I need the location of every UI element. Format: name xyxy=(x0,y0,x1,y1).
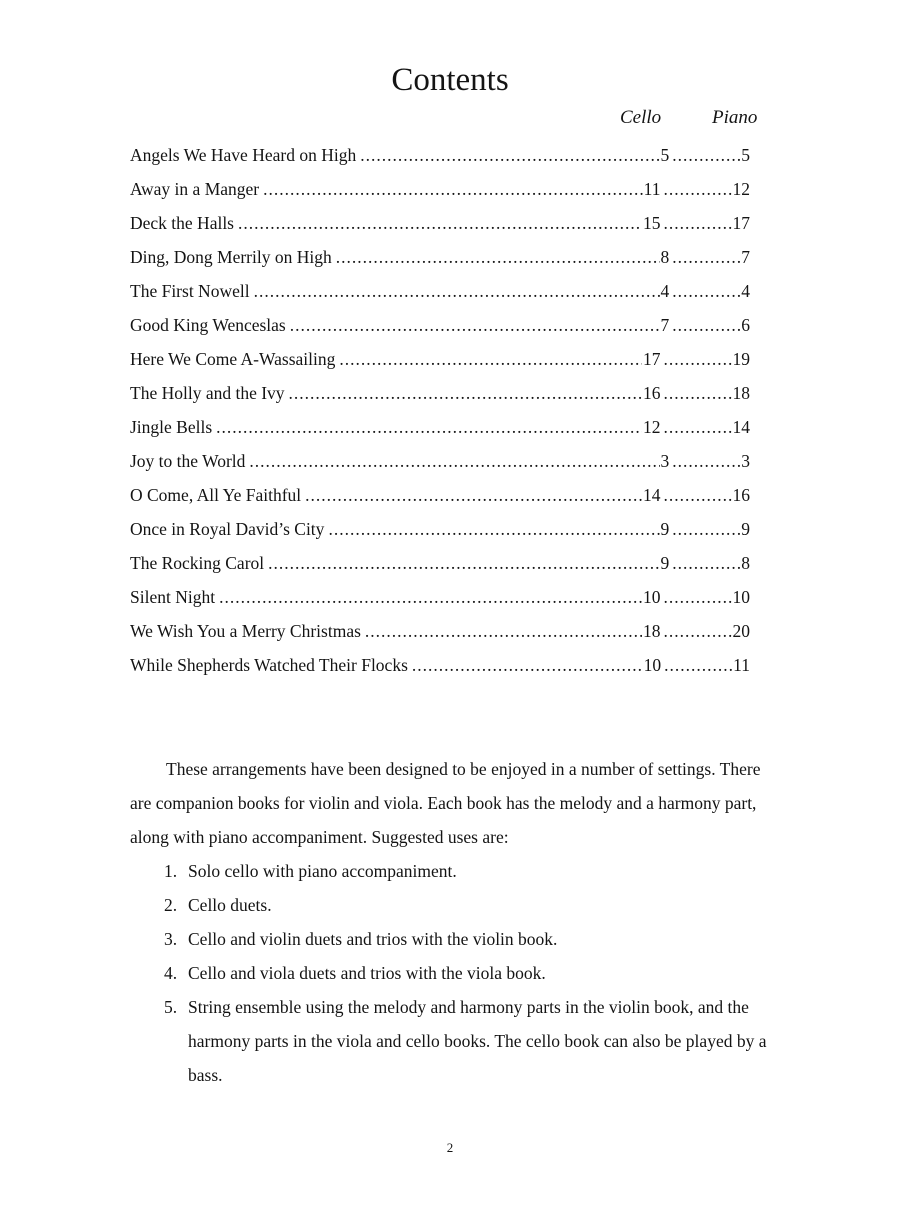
piano-page-number: 3 xyxy=(741,451,750,471)
cello-page-number: 9 xyxy=(660,553,670,573)
piano-page-number: 16 xyxy=(732,485,750,505)
toc-title: Good King Wenceslas xyxy=(130,315,286,335)
cello-page-number: 5 xyxy=(660,145,670,165)
piano-page-number: 10 xyxy=(732,587,750,607)
intro-text xyxy=(130,752,770,854)
dot-leader xyxy=(672,277,740,305)
piano-page-number: 17 xyxy=(732,213,750,233)
list-item-number: 3. xyxy=(164,929,178,949)
toc-title: Once in Royal David’s City xyxy=(130,519,325,539)
piano-page-number: 5 xyxy=(741,145,750,165)
toc-row xyxy=(130,651,750,685)
cello-page-number: 17 xyxy=(643,349,661,369)
cello-page-number: 11 xyxy=(643,179,661,199)
toc-title: Angels We Have Heard on High xyxy=(130,145,357,165)
dot-leader xyxy=(263,175,643,203)
toc-title: The Rocking Carol xyxy=(130,553,265,573)
toc-title: O Come, All Ye Faithful xyxy=(130,485,302,505)
toc-row xyxy=(130,141,750,175)
dot-leader xyxy=(664,617,732,645)
cello-page-number: 10 xyxy=(643,587,661,607)
cello-page-number: 7 xyxy=(660,315,670,335)
dot-leader xyxy=(412,651,643,679)
list-item-number: 1. xyxy=(164,861,178,881)
toc-row xyxy=(130,583,750,617)
toc-row xyxy=(130,175,750,209)
dot-leader xyxy=(664,345,732,373)
dot-leader xyxy=(360,141,659,169)
dot-leader xyxy=(672,141,740,169)
toc-row xyxy=(130,481,750,515)
toc-row xyxy=(130,447,750,481)
piano-page-number: 14 xyxy=(732,417,750,437)
piano-page-number: 12 xyxy=(732,179,750,199)
list-item-text: Solo cello with piano accompaniment. xyxy=(188,861,457,881)
list-item xyxy=(164,922,774,956)
toc-title: Silent Night xyxy=(130,587,216,607)
toc-row xyxy=(130,311,750,345)
list-item-text: String ensemble using the melody and harmony parts in the violin book, and the harmony parts in the viola and cello books. The cello book can also be played by a bass. xyxy=(188,997,767,1085)
cello-page-number: 16 xyxy=(643,383,661,403)
cello-page-number: 18 xyxy=(643,621,661,641)
dot-leader xyxy=(268,549,659,577)
toc-row xyxy=(130,617,750,651)
dot-leader xyxy=(336,243,660,271)
dot-leader xyxy=(365,617,642,645)
list-item-text: Cello and viola duets and trios with the viola book. xyxy=(188,963,546,983)
piano-page-number: 20 xyxy=(732,621,750,641)
toc-row xyxy=(130,549,750,583)
toc-title: The First Nowell xyxy=(130,281,250,301)
suggested-uses-list xyxy=(164,854,774,1092)
toc-row xyxy=(130,413,750,447)
dot-leader xyxy=(238,209,642,237)
toc-title: Away in a Manger xyxy=(130,179,260,199)
dot-leader xyxy=(249,447,659,475)
toc-title: The Holly and the Ivy xyxy=(130,383,285,403)
toc-row xyxy=(130,515,750,549)
dot-leader xyxy=(664,583,732,611)
list-item xyxy=(164,990,774,1092)
dot-leader xyxy=(305,481,642,509)
toc-row xyxy=(130,243,750,277)
toc-title: Jingle Bells xyxy=(130,417,213,437)
dot-leader xyxy=(254,277,660,305)
toc-row xyxy=(130,209,750,243)
toc-title: We Wish You a Merry Christmas xyxy=(130,621,361,641)
list-item xyxy=(164,888,774,922)
cello-page-number: 15 xyxy=(643,213,661,233)
toc-title: Deck the Halls xyxy=(130,213,234,233)
toc-row xyxy=(130,379,750,413)
toc-row xyxy=(130,345,750,379)
list-item-text: Cello duets. xyxy=(188,895,272,915)
dot-leader xyxy=(664,481,732,509)
toc-title: Ding, Dong Merrily on High xyxy=(130,247,332,267)
piano-page-number: 9 xyxy=(741,519,750,539)
dot-leader xyxy=(672,515,740,543)
dot-leader xyxy=(672,447,740,475)
piano-page-number: 7 xyxy=(741,247,750,267)
toc-title: Here We Come A-Wassailing xyxy=(130,349,336,369)
cello-page-number: 14 xyxy=(643,485,661,505)
dot-leader xyxy=(289,379,642,407)
cello-page-number: 12 xyxy=(643,417,661,437)
dot-leader xyxy=(664,379,732,407)
dot-leader xyxy=(664,413,732,441)
list-item-number: 4. xyxy=(164,963,178,983)
cello-page-number: 10 xyxy=(643,655,662,675)
toc-row xyxy=(130,277,750,311)
column-header-cello: Cello xyxy=(620,107,662,128)
dot-leader xyxy=(339,345,642,373)
dot-leader xyxy=(328,515,659,543)
intro-paragraph: These arrangements have been designed to be enjoyed in a number of settings. There are companion books for violin and viola. Each book has the melody and a harmony part, along with piano accompaniment. Suggested uses are: xyxy=(130,759,761,847)
cello-page-number: 4 xyxy=(660,281,670,301)
list-item-text: Cello and violin duets and trios with the violin book. xyxy=(188,929,558,949)
page-number: 2 xyxy=(446,1140,454,1155)
piano-page-number: 19 xyxy=(732,349,750,369)
list-item xyxy=(164,956,774,990)
dot-leader xyxy=(290,311,660,339)
toc-title: Joy to the World xyxy=(130,451,246,471)
cello-page-number: 9 xyxy=(660,519,670,539)
piano-page-number: 8 xyxy=(741,553,750,573)
piano-page-number: 4 xyxy=(741,281,750,301)
dot-leader xyxy=(664,175,732,203)
piano-page-number: 18 xyxy=(732,383,750,403)
page-title: Contents xyxy=(391,62,509,98)
dot-leader xyxy=(219,583,642,611)
table-of-contents xyxy=(130,141,750,685)
piano-page-number: 11 xyxy=(733,655,750,675)
cello-page-number: 3 xyxy=(660,451,670,471)
dot-leader xyxy=(664,651,732,679)
dot-leader xyxy=(672,243,740,271)
list-item-number: 2. xyxy=(164,895,178,915)
list-item xyxy=(164,854,774,888)
column-header-piano: Piano xyxy=(712,107,758,128)
list-item-number: 5. xyxy=(164,997,178,1017)
cello-page-number: 8 xyxy=(660,247,670,267)
dot-leader xyxy=(216,413,642,441)
dot-leader xyxy=(672,549,740,577)
toc-title: While Shepherds Watched Their Flocks xyxy=(130,655,408,675)
dot-leader xyxy=(672,311,740,339)
piano-page-number: 6 xyxy=(741,315,750,335)
dot-leader xyxy=(664,209,732,237)
